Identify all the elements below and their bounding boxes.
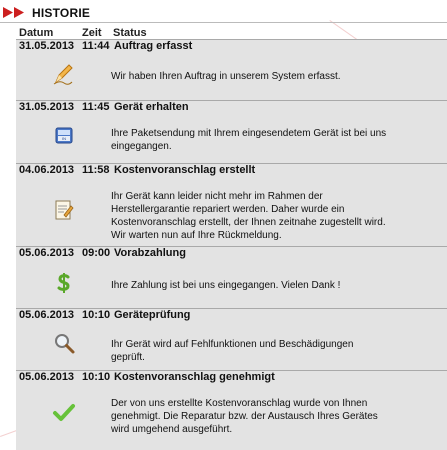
- column-header-time: Zeit: [82, 27, 102, 39]
- entry-status: Kostenvoranschlag genehmigt: [114, 371, 275, 383]
- history-entry-prepayment: [16, 247, 447, 308]
- entry-description: Ihre Paketsendung mit Ihrem eingesendetem Gerät ist bei uns eingegangen.: [111, 128, 387, 152]
- entry-time: 11:44: [82, 40, 110, 52]
- history-entry-device-received: [16, 101, 447, 163]
- entry-status: Kostenvoranschlag erstellt: [114, 164, 256, 176]
- entry-time: 11:45: [82, 101, 110, 113]
- svg-text:IN: IN: [62, 136, 66, 141]
- entry-status: Geräteprüfung: [114, 309, 191, 321]
- double-arrow-icon: [3, 7, 29, 18]
- entry-description: Ihr Gerät wird auf Fehlfunktionen und Beschädigungen geprüft.: [111, 339, 354, 363]
- entry-date: 05.06.2013: [19, 309, 75, 321]
- pen-icon: [52, 62, 76, 86]
- history-title: HISTORIE: [32, 6, 91, 20]
- entry-description: Wir haben Ihren Auftrag in unserem System erfasst.: [111, 71, 341, 82]
- inbox-icon: [52, 123, 76, 147]
- entry-date: 05.06.2013: [19, 371, 75, 383]
- entry-description: Ihre Zahlung ist bei uns eingegangen. Vielen Dank !: [111, 280, 341, 291]
- history-entry-order-recorded: [16, 40, 447, 100]
- entry-description: Ihr Gerät kann leider nicht mehr im Rahmen der Herstellergarantie repariert werden. Daher wurde ein Kostenvoranschlag erstellt, der Ihnen zeitnahe zugestellt wird. Wir warten nun auf Ihre Rückmeldung.: [111, 191, 386, 241]
- dollar-icon: [52, 271, 76, 295]
- entry-time: 10:10: [82, 371, 111, 383]
- entry-date: 31.05.2013: [19, 101, 75, 113]
- checkmark-icon: [52, 400, 76, 424]
- entry-status: Vorabzahlung: [114, 247, 186, 259]
- entry-description: Der von uns erstellte Kostenvoranschlag wurde von Ihnen genehmigt. Die Reparatur bzw. der Austausch Ihres Gerätes wird umgehend ausgeführt.: [111, 398, 378, 435]
- magnifier-icon: [52, 331, 76, 355]
- entry-date: 04.06.2013: [19, 164, 75, 176]
- column-header-status: Status: [113, 27, 147, 39]
- column-header-date: Datum: [19, 27, 54, 39]
- entry-date: 31.05.2013: [19, 40, 75, 52]
- entry-status: Gerät erhalten: [114, 101, 189, 113]
- history-header: [0, 2, 447, 23]
- entry-time: 10:10: [82, 309, 111, 321]
- entry-time: 09:00: [82, 247, 111, 259]
- history-entry-quote-created: [16, 164, 447, 246]
- history-entry-quote-approved: [16, 371, 447, 450]
- entry-status: Auftrag erfasst: [114, 40, 193, 52]
- entry-time: 11:58: [82, 164, 110, 176]
- entry-date: 05.06.2013: [19, 247, 75, 259]
- history-entry-device-inspection: [16, 309, 447, 370]
- notepad-icon: [52, 198, 76, 222]
